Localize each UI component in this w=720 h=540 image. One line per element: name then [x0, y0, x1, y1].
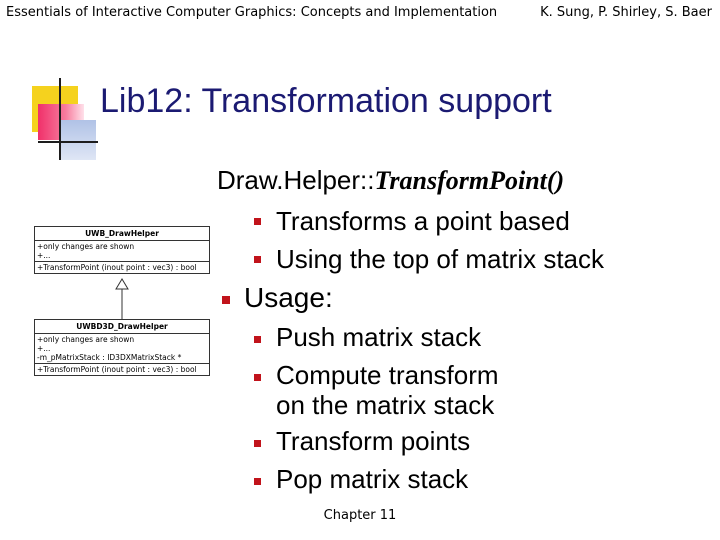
uml-method: +TransformPoint (inout point : vec3) : bool [37, 263, 197, 272]
decor-vertical-line [59, 78, 61, 160]
bullet-text: Using the top of matrix stack [276, 244, 605, 274]
bullet-marker [254, 218, 261, 225]
bullet-marker [254, 256, 261, 263]
uml-attribute: -m_pMatrixStack : ID3DXMatrixStack * [37, 353, 182, 362]
uml-attribute: +... [37, 344, 51, 353]
usage-label: Usage: [244, 282, 333, 313]
uml-method: +TransformPoint (inout point : vec3) : bool [37, 365, 197, 374]
bullet-marker [254, 478, 261, 485]
header-right: K. Sung, P. Shirley, S. Baer [540, 5, 712, 20]
bullet-marker [254, 440, 261, 447]
uml-class-drawhelper [34, 226, 210, 274]
decor-horizontal-line [38, 141, 98, 143]
slide-title: Lib12: Transformation support [100, 82, 552, 120]
uml-attribute: +only changes are shown [37, 242, 135, 251]
footer-chapter: Chapter 11 [323, 508, 397, 523]
bullet-text: Pop matrix stack [276, 464, 469, 494]
slide-subtitle [217, 165, 564, 196]
uml-methods [35, 364, 209, 375]
bullet-text: Push matrix stack [276, 322, 482, 352]
bullet-marker [222, 296, 230, 304]
uml-class-title: UWB_DrawHelper [35, 227, 209, 241]
uml-class-title: UWBD3D_DrawHelper [35, 320, 209, 334]
uml-class-d3d-drawhelper [34, 319, 210, 376]
bullet-text-continuation: on the matrix stack [276, 390, 495, 420]
decor-blue-square [60, 120, 96, 160]
subtitle-method: TransformPoint() [374, 166, 565, 195]
uml-attribute: +only changes are shown [37, 335, 135, 344]
bullet-marker [254, 374, 261, 381]
bullet-marker [254, 336, 261, 343]
bullet-text: Transform points [276, 426, 471, 456]
uml-attribute: +... [37, 251, 51, 260]
uml-inheritance-arrow [110, 278, 134, 320]
header-left: Essentials of Interactive Computer Graphics: Concepts and Implementation [6, 5, 498, 20]
bullet-text: Transforms a point based [276, 206, 570, 236]
uml-methods [35, 262, 209, 273]
uml-attributes [35, 334, 209, 364]
bullet-text: Compute transform [276, 360, 499, 390]
subtitle-prefix: Draw.Helper:: [217, 165, 375, 195]
uml-attributes [35, 241, 209, 262]
